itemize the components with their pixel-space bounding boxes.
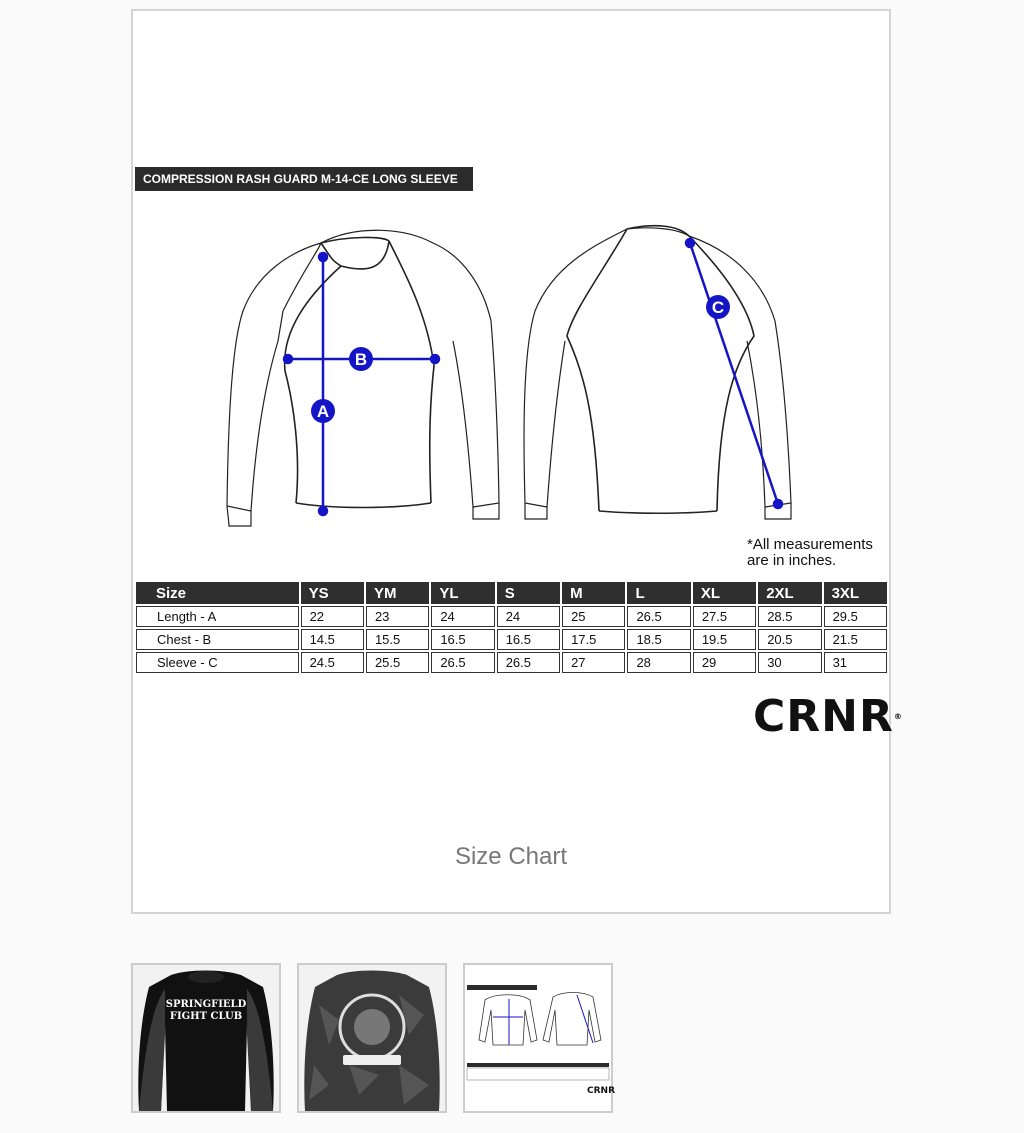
header-m: M <box>562 582 625 604</box>
image-caption: Size Chart <box>454 843 568 870</box>
front-measurements <box>284 253 439 515</box>
svg-text:A: A <box>316 402 330 421</box>
back-measurements <box>686 239 782 508</box>
table-cell: 27 <box>562 652 625 673</box>
table-cell: 25.5 <box>366 652 429 673</box>
table-cell: 15.5 <box>366 629 429 650</box>
header-size: Size <box>136 582 299 604</box>
svg-text:CRNR: CRNR <box>587 1086 615 1096</box>
table-cell: 19.5 <box>693 629 756 650</box>
main-image-frame <box>131 9 903 914</box>
table-cell: 31 <box>824 652 887 673</box>
table-row <box>136 652 887 673</box>
size-chart-mini-image <box>465 965 615 1111</box>
thumbnail-back[interactable] <box>297 963 447 1113</box>
table-cell: 24 <box>431 606 494 627</box>
svg-text:SPRINGFIELD: SPRINGFIELD <box>165 999 247 1010</box>
table-cell: 29 <box>693 652 756 673</box>
table-cell: 24.5 <box>301 652 364 673</box>
table-cell: 18.5 <box>627 629 690 650</box>
table-cell: 23 <box>366 606 429 627</box>
table-cell: 30 <box>758 652 821 673</box>
measure-badge-b <box>349 347 373 371</box>
table-cell: 26.5 <box>627 606 690 627</box>
chart-title-bar: COMPRESSION RASH GUARD M-14-CE LONG SLEEVE <box>135 167 473 191</box>
table-cell: 28.5 <box>758 606 821 627</box>
header-s: S <box>497 582 560 604</box>
brand-logo: CRNR® <box>753 691 903 742</box>
header-yl: YL <box>431 582 494 604</box>
header-l: L <box>627 582 690 604</box>
table-cell: 16.5 <box>431 629 494 650</box>
table-cell: 25 <box>562 606 625 627</box>
measure-badge-a <box>311 399 335 423</box>
measurement-note <box>747 537 873 569</box>
svg-text:B: B <box>354 350 368 369</box>
table-cell: 27.5 <box>693 606 756 627</box>
table-row <box>136 606 887 627</box>
table-cell: 22 <box>301 606 364 627</box>
table-cell: 21.5 <box>824 629 887 650</box>
table-row <box>136 629 887 650</box>
back-rashguard-image <box>299 965 445 1111</box>
svg-text:FIGHT CLUB: FIGHT CLUB <box>169 1011 243 1022</box>
header-2xl: 2XL <box>758 582 821 604</box>
header-xl: XL <box>693 582 756 604</box>
table-cell: 14.5 <box>301 629 364 650</box>
table-cell: 28 <box>627 652 690 673</box>
table-cell: 17.5 <box>562 629 625 650</box>
note-line-2: are in inches. <box>747 552 837 569</box>
note-line-1: *All measurements <box>747 536 873 553</box>
header-3xl: 3XL <box>824 582 887 604</box>
header-ys: YS <box>301 582 364 604</box>
thumbnail-front[interactable] <box>131 963 281 1113</box>
table-cell: 24 <box>497 606 560 627</box>
size-table <box>134 580 889 675</box>
svg-text:C: C <box>711 298 725 317</box>
measure-badge-c <box>706 295 730 319</box>
shirt-diagram <box>133 11 889 571</box>
table-cell: 29.5 <box>824 606 887 627</box>
table-cell: Sleeve - C <box>136 652 299 673</box>
front-rashguard-image <box>133 965 279 1111</box>
table-cell: 26.5 <box>497 652 560 673</box>
thumbnail-size-chart[interactable] <box>463 963 613 1113</box>
front-shirt-outline <box>227 230 499 526</box>
table-cell: 16.5 <box>497 629 560 650</box>
table-cell: 20.5 <box>758 629 821 650</box>
size-table-header-row <box>136 582 887 604</box>
back-shirt-outline <box>524 226 791 519</box>
table-cell: Length - A <box>136 606 299 627</box>
header-ym: YM <box>366 582 429 604</box>
table-cell: Chest - B <box>136 629 299 650</box>
table-cell: 26.5 <box>431 652 494 673</box>
